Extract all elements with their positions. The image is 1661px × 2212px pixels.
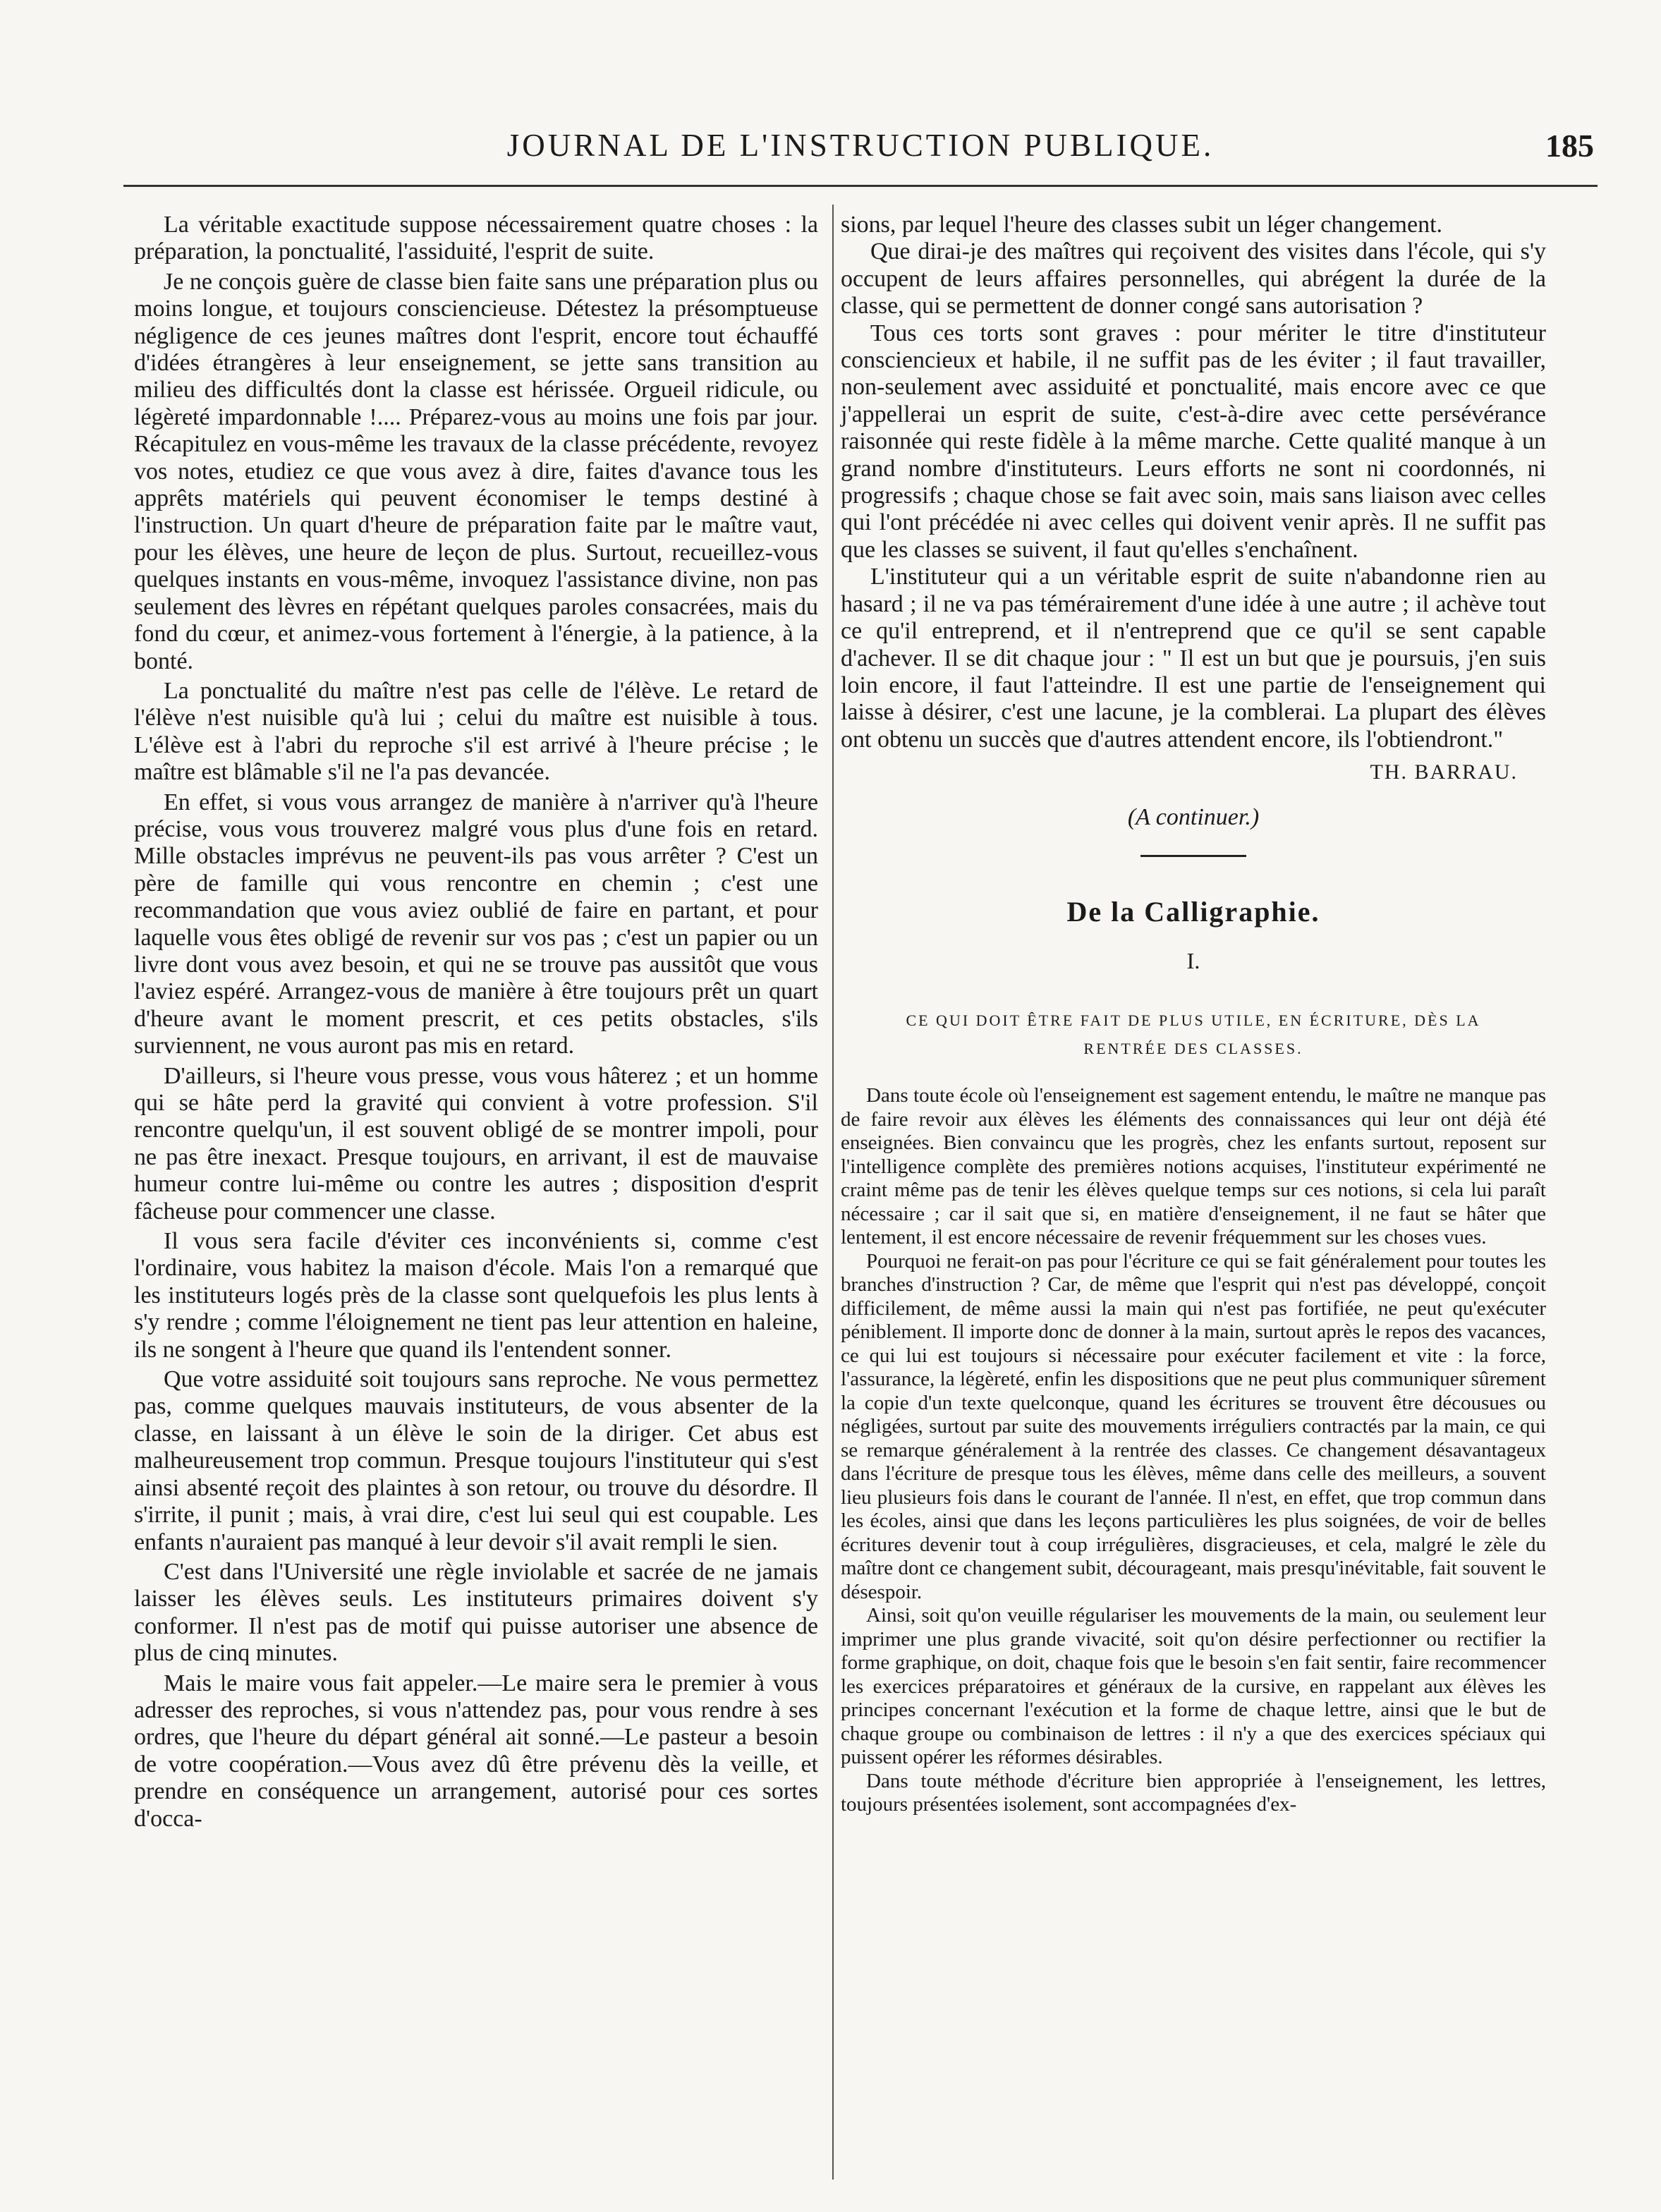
paragraph: Que dirai-je des maîtres qui reçoivent des visites dans l'école, qui s'y occupent de leurs affaires personnelles, qui abrégent la durée de la classe, qui se permettent de donner congé sans autorisation ? bbox=[841, 238, 1546, 320]
paragraph: Je ne conçois guère de classe bien faite sans une préparation plus ou moins longue, et toujours consciencieuse. Détestez la présomptueuse négligence de ces jeunes maîtres dont l'esprit, encore tout échauffé d'idées étrangères à leur enseignement, se jette sans transition au milieu des difficultés dont la classe est hérissée. Orgueil ridicule, ou légèreté impardonnable !.... Préparez-vous au moins une fois par jour. Récapitulez en vous-même les travaux de la classe précédente, revoyez vos notes, etudiez ce que vous avez à dire, faites d'avance tous les apprêts matériels qui peuvent économiser le temps destiné à l'instruction. Un quart d'heure de préparation faite par le maître vaut, pour les élèves, une heure de leçon de plus. Surtout, recueillez-vous quelques instants en vous-même, invoquez l'assistance divine, non pas seulement des lèvres en répétant quelques paroles consacrées, mais du fond du cœur, et animez-vous fortement à l'énergie, à la patience, à la bonté. bbox=[134, 268, 818, 674]
article-title: De la Calligraphie. bbox=[1066, 896, 1320, 928]
paragraph: Dans toute méthode d'écriture bien appropriée à l'enseignement, les lettres, toujours présentées isolement, sont accompagnées d'ex- bbox=[841, 1769, 1546, 1816]
section-rule bbox=[1140, 855, 1246, 857]
paragraph: Que votre assiduité soit toujours sans reproche. Ne vous permettez pas, comme quelques mauvais instituteurs, de vous absenter de la classe, en laissant à un élève le soin de la diriger. Cet abus est malheureusement trop commun. Presque toujours l'instituteur qui s'est ainsi absenté reçoit des plaintes à son retour, ou trouve du désordre. Il s'irrite, il punit ; mais, à vrai dire, c'est lui seul qui est coupable. Les enfants n'auraient pas manqué à leur devoir s'il avait rempli le sien. bbox=[134, 1366, 818, 1555]
left-column bbox=[134, 212, 818, 1835]
running-header bbox=[127, 127, 1594, 176]
paragraph: La ponctualité du maître n'est pas celle de l'élève. Le retard de l'élève n'est nuisible qu'à lui ; celui du maître est nuisible à tous. L'élève est à l'abri du reproche s'il est arrivé à l'heure précise ; le maître est blâmable s'il ne l'a pas devancée. bbox=[134, 677, 818, 786]
paragraph: Mais le maire vous fait appeler.—Le maire sera le premier à vous adresser des reproches, si vous n'attendez pas, pour vous rendre à ses ordres, que l'heure du départ général ait sonné.—Le pasteur a besoin de votre coopération.—Vous avez dû être prévenu dès la veille, et prendre en conséquence un arrangement, autorisé pour ces sortes d'occa- bbox=[134, 1670, 818, 1832]
continued-paragraph: sions, par lequel l'heure des classes subit un léger changement. bbox=[841, 212, 1443, 238]
article-subtitle: CE QUI DOIT ÊTRE FAIT DE PLUS UTILE, EN ÉCRITURE, DÈS LA RENTRÉE DES CLASSES. bbox=[906, 1011, 1481, 1058]
paragraph: En effet, si vous vous arrangez de manière à n'arriver qu'à l'heure précise, vous vous trouverez malgré vous plus d'une fois en retard. Mille obstacles imprévus ne peuvent-ils pas vous arrêter ? C'est un père de famille qui vous rencontre en chemin ; c'est une recommandation que vous aviez oublié de faire en partant, et pour laquelle vous êtes obligé de revenir sur vos pas ; c'est un papier ou un livre dont vous avez besoin, et qui ne se trouve pas aussitôt que vous l'aviez espéré. Arrangez-vous de manière à être toujours prêt un quart d'heure avant le moment prescrit, et ces petits obstacles, s'ils surviennent, ne vous auront pas mis en retard. bbox=[134, 789, 818, 1059]
paragraph: Dans toute école où l'enseignement est sagement entendu, le maître ne manque pas de faire revoir aux élèves les éléments des connaissances qui leur ont déjà été enseignées. Bien convaincu que les progrès, chez les enfants surtout, reposent sur l'intelligence complète des premières notions acquises, l'instituteur expérimenté ne craint même pas de tenir les élèves quelque temps sur ces notions, si cela lui paraît nécessaire ; car il sait que si, en matière d'enseignement, il ne faut se hâter que lentement, il est encore nécessaire de revenir fréquemment sur les choses vues. bbox=[841, 1084, 1546, 1249]
paragraph: La véritable exactitude suppose nécessairement quatre choses : la préparation, la ponctualité, l'assiduité, l'esprit de suite. bbox=[134, 212, 818, 265]
page-number: 185 bbox=[1545, 128, 1594, 164]
column-divider bbox=[832, 205, 834, 2180]
article-numeral: I. bbox=[1186, 948, 1200, 974]
paragraph: D'ailleurs, si l'heure vous presse, vous vous hâterez ; et un homme qui se hâte perd la gravité qui convient à votre profession. S'il rencontre quelqu'un, il est souvent obligé de se montrer impoli, pour ne pas être inexact. Presque toujours, en arrivant, il est de mauvaise humeur contre lui-même ou contre les autres ; disposition d'esprit fâcheuse pour commencer une classe. bbox=[134, 1062, 818, 1224]
paragraph: C'est dans l'Université une règle inviolable et sacrée de ne jamais laisser les élèves seuls. Les instituteurs primaires doivent s'y conformer. Il n'est pas de motif qui puisse autoriser une absence de plus de cinq minutes. bbox=[134, 1558, 818, 1667]
header-rule bbox=[123, 185, 1598, 187]
paragraph: Tous ces torts sont graves : pour mériter le titre d'instituteur consciencieux et habile, il ne suffit pas de les éviter ; il faut travailler, non-seulement avec assiduité et ponctualité, mais encore avec ce que j'appellerai un esprit de suite, c'est-à-dire avec cette persévérance raisonnée qui reste fidèle à la même marche. Cette qualité manque à un grand nombre d'instituteurs. Leurs efforts ne sont ni coordonnés, ni progressifs ; chaque chose se fait avec soin, mais sans liaison avec celles qui l'ont précédée ni avec celles qui doivent venir après. Il ne suffit pas que les classes se suivent, il faut qu'elles s'enchaînent. bbox=[841, 320, 1546, 563]
paragraph: Pourquoi ne ferait-on pas pour l'écriture ce qui se fait généralement pour toutes les branches d'instruction ? Car, de même que l'esprit qui n'est pas développé, conçoit difficilement, de même aussi la main qui n'est pas fortifiée, ne peut qu'exécuter péniblement. Il importe donc de donner à la main, surtout après le repos des vacances, ce qui lui est toujours si nécessaire pour exécuter facilement et vite : la force, l'assurance, la légèreté, enfin les dispositions que ne peut plus communiquer sûrement la copie d'un texte quelconque, quand les écritures se trouvent être décousues ou négligées, surtout par suite des mouvements irréguliers contractés par la main, ce qui se remarque généralement à la rentrée des classes. Ce changement désavantageux dans l'écriture de presque tous les élèves, même dans celle des meilleurs, a souvent lieu plusieurs fois dans le courant de l'année. Il n'est, en effet, que trop commun dans les écoles, ainsi que dans les leçons particulières les plus soignées, de voir de belles écritures devenir tout à coup irrégulières, disgracieuses, et cela, malgré le zèle du maître dont ce changement subit, décourageant, mais presqu'inévitable, fait souvent le désespoir. bbox=[841, 1249, 1546, 1603]
continuation-note: (A continuer.) bbox=[1127, 804, 1260, 831]
paragraph: L'instituteur qui a un véritable esprit de suite n'abandonne rien au hasard ; il ne va pas témérairement d'une idée à une autre ; il achève tout ce qu'il entreprend, et il n'entreprend que ce qu'il se sent capable d'achever. Il se dit chaque jour : " Il est un but que je poursuis, j'en suis loin encore, il faut l'atteindre. Il est une partie de l'enseignement qui laisse à désirer, c'est une lacune, je la comblerai. La plupart des élèves ont obtenu un succès que d'autres attendent encore, ils l'obtiendront." bbox=[841, 564, 1546, 753]
author-signature: TH. BARRAU. bbox=[1370, 760, 1518, 784]
paragraph: Ainsi, soit qu'on veuille régulariser les mouvements de la main, ou seulement leur imprimer une plus grande vivacité, soit qu'on désire perfectionner ou rectifier la forme graphique, on doit, chaque fois que le besoin s'en fait sentir, faire recommencer les exercices préparatoires et généraux de la cursive, en rappelant aux élèves les principes concernant l'exécution et la forme de chaque lettre, ainsi que le but de chaque groupe ou combinaison de lettres : il n'y a que des exercices spéciaux qui puissent opérer les réformes désirables. bbox=[841, 1604, 1546, 1769]
right-column bbox=[841, 212, 1546, 1817]
paragraph: Il vous sera facile d'éviter ces inconvénients si, comme c'est l'ordinaire, vous habitez la maison d'école. Mais l'on a remarqué que les instituteurs logés près de la classe sont quelquefois les plus lents à s'y rendre ; comme l'éloignement ne tient pas leur attention en haleine, ils ne songent à l'heure que quand ils l'entendent sonner. bbox=[134, 1228, 818, 1363]
journal-title: JOURNAL DE L'INSTRUCTION PUBLIQUE. bbox=[506, 128, 1215, 163]
